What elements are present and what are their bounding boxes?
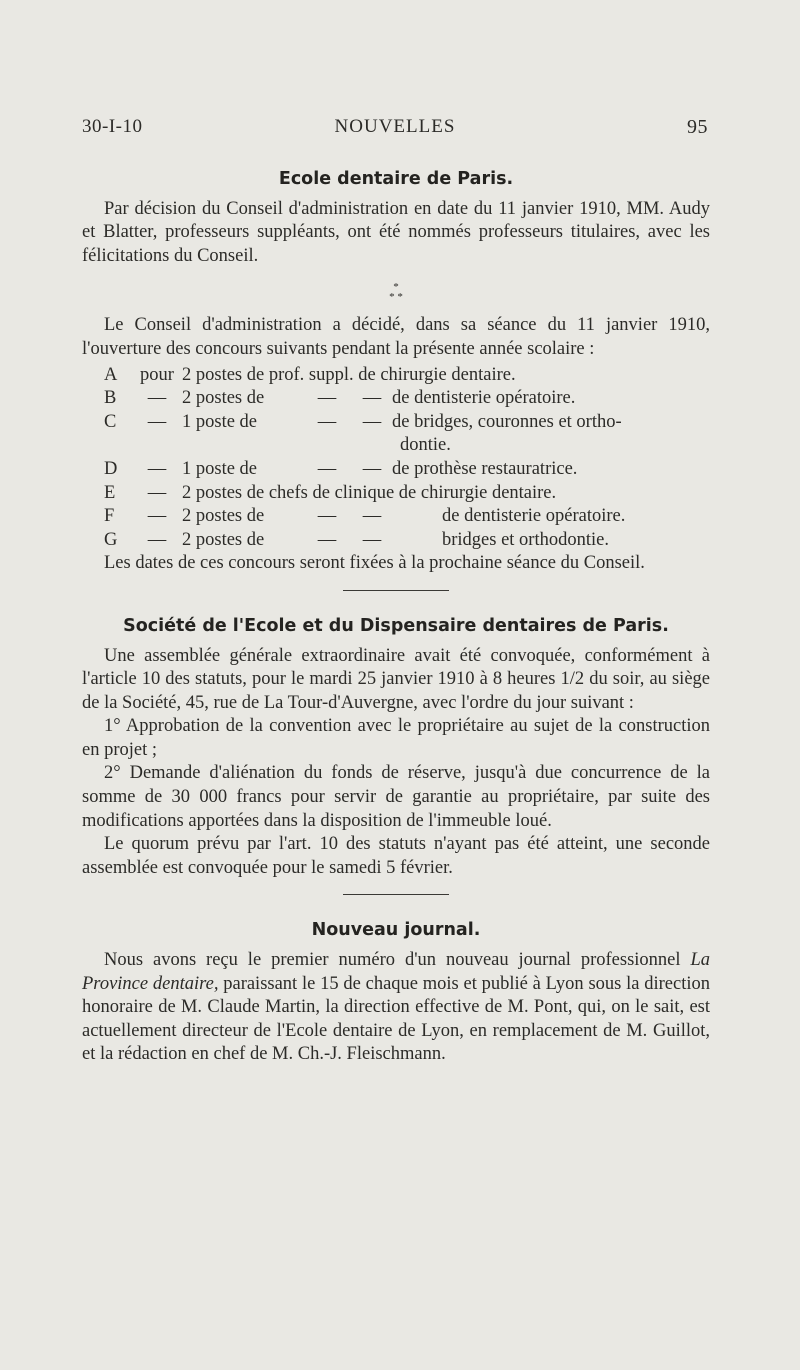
divider bbox=[343, 894, 449, 895]
list-item: A pour 2 postes de prof. suppl. de chirurgie dentaire. bbox=[104, 364, 516, 385]
concours-list bbox=[104, 364, 710, 553]
page-content bbox=[82, 168, 710, 1067]
list-item: F — 2 postes de — — de dentisterie opératoire. bbox=[104, 506, 626, 527]
issue-date: 30-I-10 bbox=[82, 116, 143, 137]
running-header bbox=[82, 116, 708, 142]
paragraph-assemblee: Une assemblée générale extraordinaire avait été convoquée, conformément à l'article 10 des statuts, pour le mardi 25 janvier 1910 à 8 heures 1/2 du soir, au siège de la Société, 45, rue de La Tour-d'Auvergne, avec l'ordre du jour suivant : bbox=[82, 645, 710, 713]
paragraph-nouveau-journal: Nous avons reçu le premier numéro d'un nouveau journal professionnel La Province dentaire, paraissant le 15 de chaque mois et publié à Lyon sous la direction honoraire de M. Claude Martin, la direction effective de M. Pont, qui, on le sait, est actuellement directeur de l'Ecole dentaire de Lyon, en remplacement de M. Guillot, et la rédaction en chef de M. Ch.-J. Fleischmann. bbox=[82, 950, 710, 1065]
paragraph-quorum: Le quorum prévu par l'art. 10 des statuts n'ayant pas été atteint, une seconde assemblée est convoquée pour le samedi 5 février. bbox=[82, 834, 710, 878]
paragraph-nominations: Par décision du Conseil d'administration en date du 11 janvier 1910, MM. Audy et Blatter, professeurs suppléants, ont été nommés professeurs titulaires, avec les félicitations du Conseil. bbox=[82, 198, 710, 266]
list-item: E — 2 postes de chefs de clinique de chirurgie dentaire. bbox=[104, 482, 557, 503]
paragraph-agenda-1: 1° Approbation de la convention avec le propriétaire au sujet de la construction en projet ; bbox=[82, 716, 710, 760]
list-item: D — 1 poste de — — de prothèse restauratrice. bbox=[104, 458, 578, 479]
journal-name: La Province dentaire, bbox=[82, 950, 710, 994]
list-item: G — 2 postes de — — bridges et orthodontie. bbox=[104, 529, 609, 550]
section-title-societe: Société de l'Ecole et du Dispensaire dentaires de Paris. bbox=[123, 615, 669, 636]
list-item: C — 1 poste de — — de bridges, couronnes et ortho- bbox=[104, 411, 622, 432]
paragraph-agenda-2: 2° Demande d'aliénation du fonds de réserve, jusqu'à due concurrence de la somme de 30 000 francs pour servir de garantie au propriétaire, par suite des modifications apportées dans la disposition de l'immeuble loué. bbox=[82, 763, 710, 831]
section-title-journal: Nouveau journal. bbox=[311, 920, 481, 941]
paragraph-dates: Les dates de ces concours seront fixées à la prochaine séance du Conseil. bbox=[104, 553, 645, 574]
divider bbox=[343, 590, 449, 591]
page-number: 95 bbox=[687, 116, 708, 138]
paragraph-concours: Le Conseil d'administration a décidé, dans sa séance du 11 janvier 1910, l'ouverture des concours suivants pendant la présente année scolaire : bbox=[82, 315, 710, 359]
list-item: B — 2 postes de — — de dentisterie opératoire. bbox=[104, 388, 576, 409]
section-heading: NOUVELLES bbox=[334, 116, 456, 137]
section-title-ecole: Ecole dentaire de Paris. bbox=[278, 169, 514, 189]
list-item-continuation: dontie. bbox=[400, 435, 451, 456]
asterism: * * * bbox=[389, 281, 403, 304]
